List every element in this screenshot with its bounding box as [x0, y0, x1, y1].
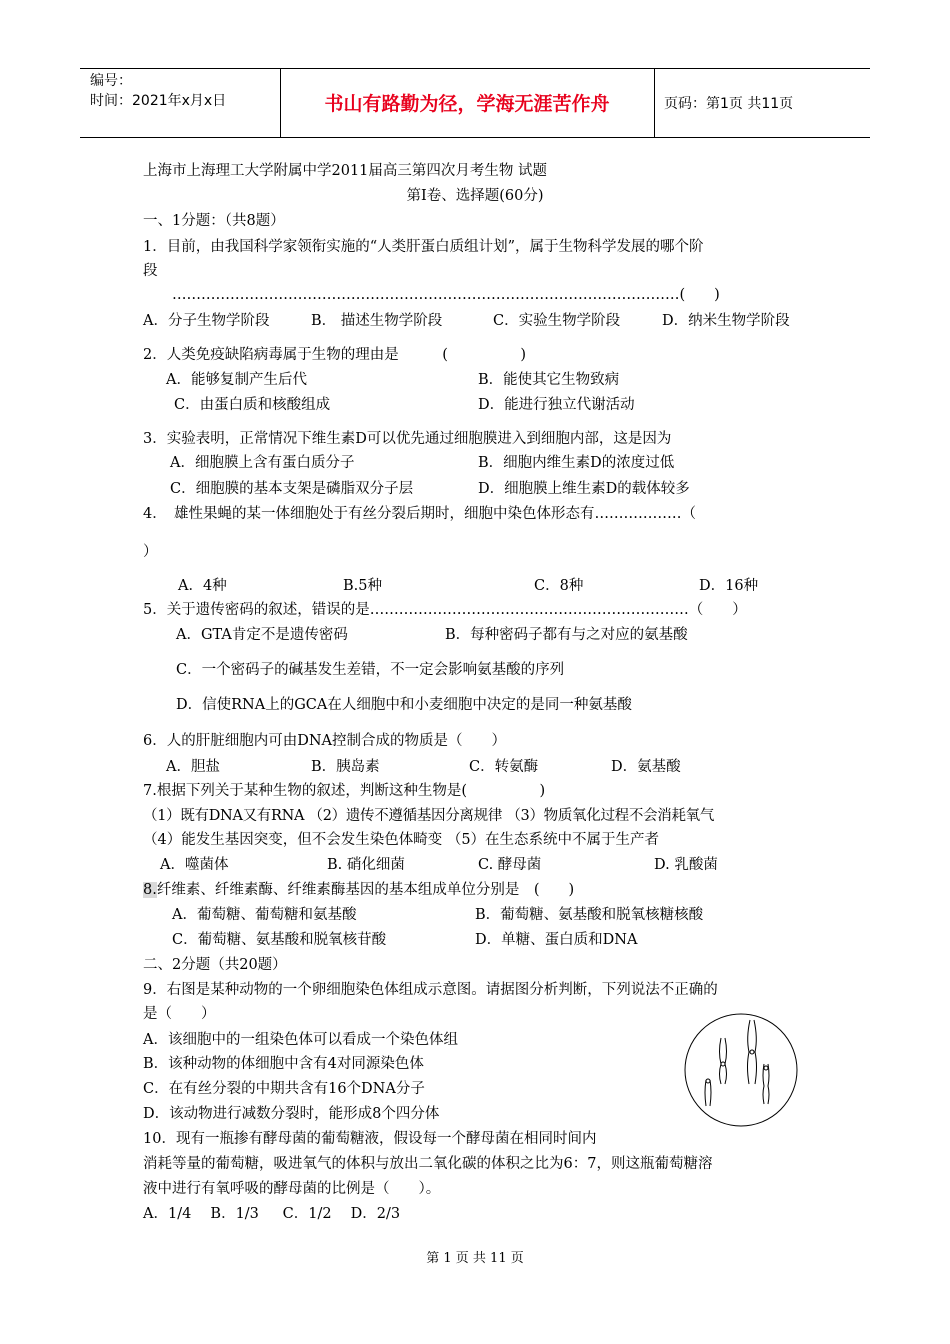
question-2-option-d: D．能进行独立代谢活动	[478, 397, 635, 413]
chromosome-medium	[720, 1038, 727, 1084]
question-7-option-a: A．噬菌体	[160, 857, 229, 873]
question-5-option-a: A．GTA肯定不是遗传密码	[176, 627, 348, 643]
question-8-number: 8.	[143, 882, 157, 898]
question-9-option-b: B．该种动物的体细胞中含有4对同源染色体	[143, 1056, 424, 1072]
question-7-option-c: C. 酵母菌	[478, 857, 542, 873]
question-10-stem-cont-2: 液中进行有氧呼吸的酵母菌的比例是（ ）。	[143, 1181, 441, 1197]
chromosome-short	[763, 1064, 769, 1104]
question-5-option-b: B．每种密码子都有与之对应的氨基酸	[445, 627, 688, 643]
question-7-stem: 7.根据下列关于某种生物的叙述，判断这种生物是( )	[143, 783, 546, 799]
question-3-option-b: B．细胞内维生素D的浓度过低	[478, 455, 675, 471]
question-2-option-b: B．能使其它生物致病	[478, 372, 620, 388]
question-9-stem: 9．右图是某种动物的一个卵细胞染色体组成示意图。请据图分析判断，下列说法不正确的	[143, 982, 718, 998]
question-8-option-c: C．葡萄糖、氨基酸和脱氧核苷酸	[172, 932, 387, 948]
question-8-option-d: D．单糖、蛋白质和DNA	[475, 932, 638, 948]
question-9-option-d: D．该动物进行减数分裂时，能形成8个四分体	[143, 1106, 440, 1122]
chromosomes	[705, 1020, 769, 1106]
section-1-heading: 一、1分题：（共8题）	[143, 213, 285, 229]
question-10-stem: 10．现有一瓶掺有酵母菌的葡萄糖液，假设每一个酵母菌在相同时间内	[143, 1131, 597, 1147]
question-7-statement-1: （1）既有DNA又有RNA （2）遗传不遵循基因分离规律 （3）物质氧化过程不会消耗氧气	[143, 808, 715, 824]
question-2-option-a: A．能够复制产生后代	[166, 372, 307, 388]
question-1-stem: 1．目前，由我国科学家领衔实施的“人类肝蛋白质组计划”，属于生物科学发展的哪个阶	[143, 239, 704, 255]
question-8-stem	[143, 879, 574, 901]
question-6-stem: 6．人的肝脏细胞内可由DNA控制合成的物质是（ ）	[143, 733, 507, 749]
question-7-option-b: B. 硝化细菌	[327, 857, 405, 873]
exam-title: 上海市上海理工大学附属中学2011届高三第四次月考生物 试题	[143, 163, 548, 179]
question-6-option-a: A．胆盐	[166, 759, 220, 775]
question-4-option-a: A．4种	[178, 578, 227, 594]
question-1-option-c: C．实验生物学阶段	[493, 313, 621, 329]
header-page-info: 页码：第1页 共11页	[664, 96, 794, 112]
question-8-option-a: A．葡萄糖、葡萄糖和氨基酸	[172, 907, 357, 923]
question-1-option-b: B． 描述生物学阶段	[311, 313, 443, 329]
question-8-option-b: B．葡萄糖、氨基酸和脱氧核糖核酸	[475, 907, 704, 923]
question-10-options: A．1/4 B．1/3 C．1/2 D．2/3	[143, 1206, 401, 1222]
page-header	[80, 68, 870, 138]
time-label: 时间：2021年x月x日	[90, 93, 227, 109]
question-6-option-c: C．转氨酶	[469, 759, 539, 775]
question-3-stem: 3．实验表明，正常情况下维生素D可以优先通过细胞膜进入到细胞内部，这是因为	[143, 431, 672, 447]
question-3-option-c: C．细胞膜的基本支架是磷脂双分子层	[170, 481, 414, 497]
question-1-option-d: D．纳米生物学阶段	[662, 313, 790, 329]
number-label: 编号：	[90, 73, 132, 89]
question-4-paren: ）	[143, 544, 158, 560]
question-5-option-c: C．一个密码子的碱基发生差错，不一定会影响氨基酸的序列	[176, 662, 565, 678]
question-7-option-d: D. 乳酸菌	[654, 857, 718, 873]
header-divider	[654, 69, 655, 137]
question-4-option-d: D．16种	[699, 578, 759, 594]
question-1-dots: ……………………………………………………………………………………………( )	[172, 287, 720, 303]
question-1-stem-cont: 段	[143, 263, 158, 279]
question-9-stem-cont: 是（ ）	[143, 1006, 216, 1022]
question-4-option-c: C．8种	[534, 578, 584, 594]
question-5-stem: 5．关于遗传密码的叙述，错误的是…………………………………………………………（ ）	[143, 602, 747, 618]
exam-subtitle: 第Ⅰ卷、选择题(60分)	[406, 188, 544, 204]
question-3-option-a: A．细胞膜上含有蛋白质分子	[170, 455, 355, 471]
section-2-heading: 二、2分题（共20题）	[143, 957, 287, 973]
question-4-stem: 4． 雄性果蝇的某一体细胞处于有丝分裂后期时，细胞中染色体形态有………………（	[143, 506, 696, 522]
header-motto: 书山有路勤为径，学海无涯苦作舟	[324, 93, 610, 115]
chromosome-small	[705, 1079, 711, 1106]
cell-outline	[685, 1014, 797, 1126]
header-meta	[90, 71, 226, 111]
question-6-option-b: B．胰岛素	[311, 759, 380, 775]
page-footer: 第 1 页 共 11 页	[426, 1251, 524, 1266]
question-6-option-d: D．氨基酸	[611, 759, 681, 775]
question-3-option-d: D．细胞膜上维生素D的载体较多	[478, 481, 690, 497]
question-2-stem: 2．人类免疫缺陷病毒属于生物的理由是 ( )	[143, 347, 527, 363]
question-1-option-a: A．分子生物学阶段	[143, 313, 270, 329]
question-2-option-c: C．由蛋白质和核酸组成	[174, 397, 331, 413]
question-9-option-a: A．该细胞中的一组染色体可以看成一个染色体组	[143, 1032, 458, 1048]
question-4-option-b: B.5种	[343, 578, 382, 594]
question-10-stem-cont: 消耗等量的葡萄糖，吸进氧气的体积与放出二氧化碳的体积之比为6：7，则这瓶葡萄糖溶	[143, 1156, 713, 1172]
question-8-text: 纤维素、纤维素酶、纤维素酶基因的基本组成单位分别是 ( )	[156, 882, 575, 898]
question-9-option-c: C．在有丝分裂的中期共含有16个DNA分子	[143, 1081, 425, 1097]
question-7-statement-2: （4）能发生基因突变，但不会发生染色体畸变 （5）在生态系统中不属于生产者	[143, 832, 660, 848]
question-5-option-d: D．信使RNA上的GCA在人细胞中和小麦细胞中决定的是同一种氨基酸	[176, 697, 632, 713]
chromosome-long	[748, 1020, 757, 1084]
egg-cell-chromosome-diagram	[683, 1012, 799, 1128]
